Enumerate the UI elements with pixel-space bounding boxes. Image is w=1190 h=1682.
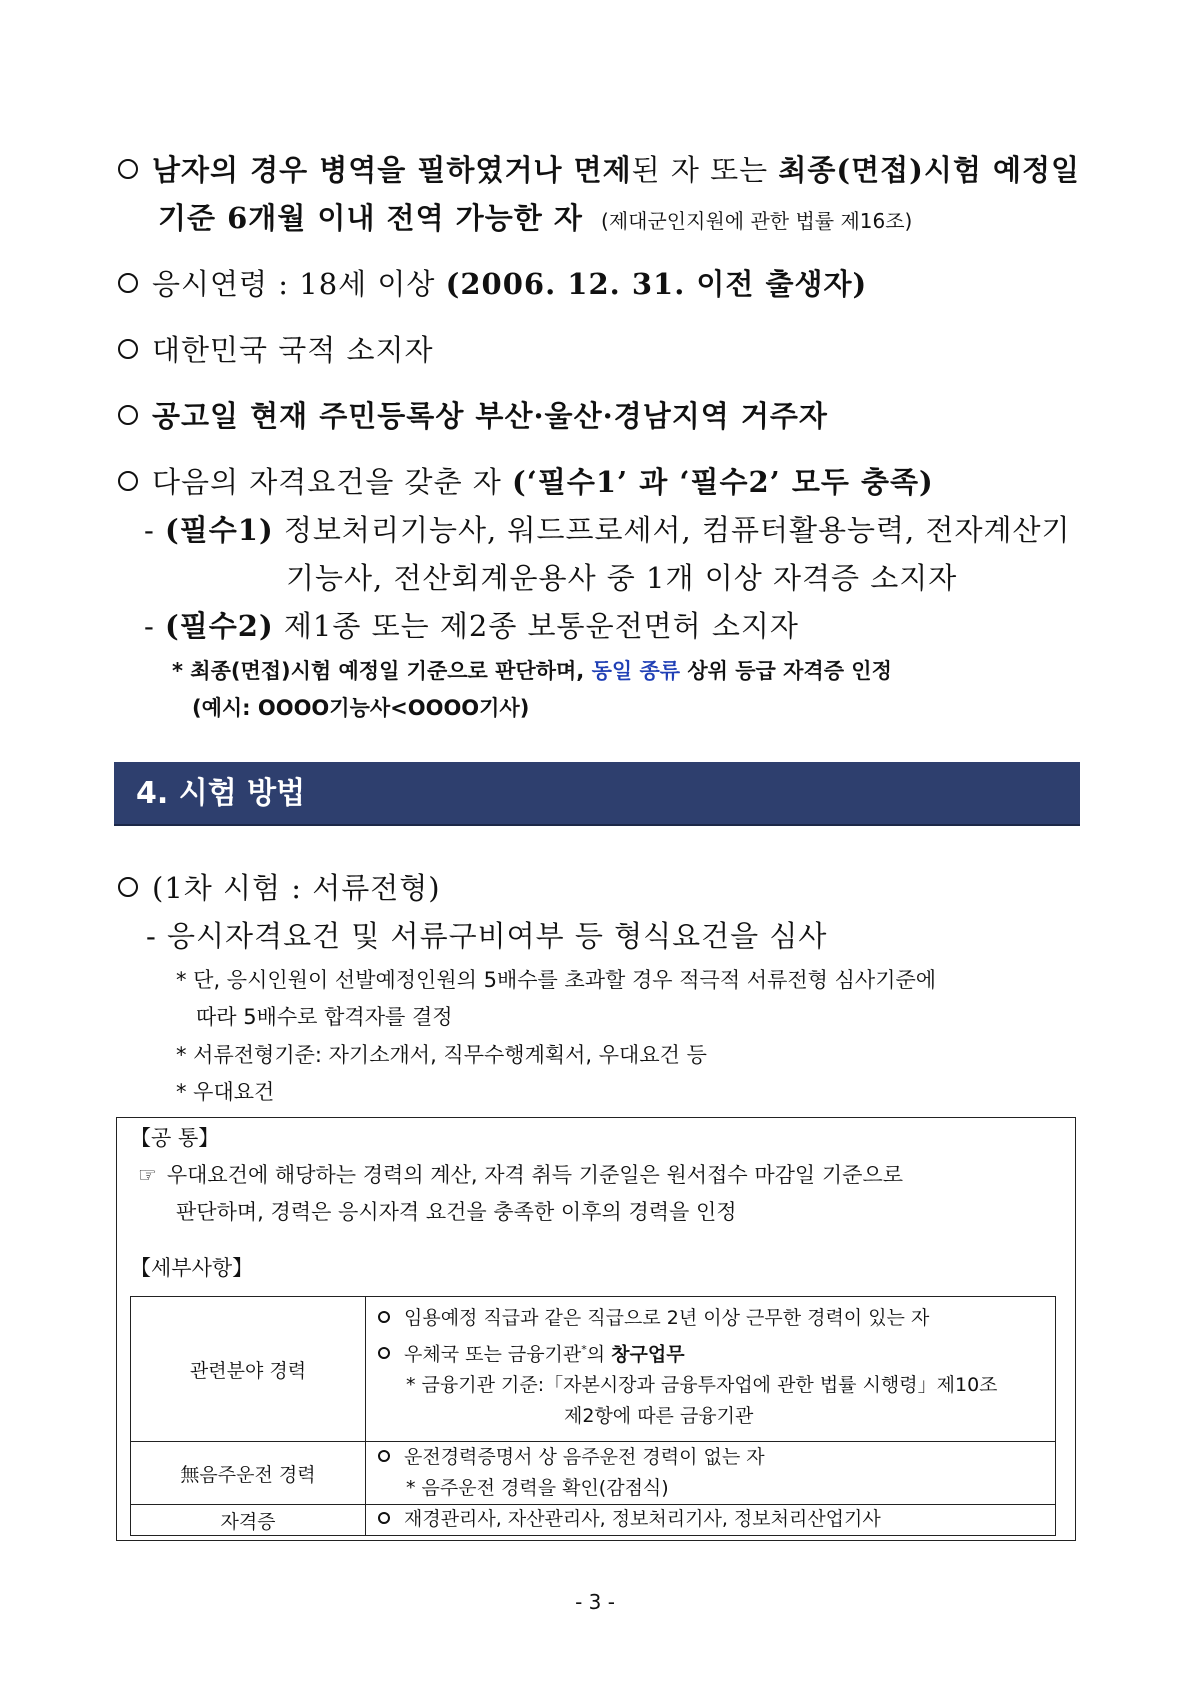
table-cell-content [366, 1442, 1056, 1505]
circle-bullet-icon [118, 471, 138, 491]
table-row [131, 1297, 1056, 1442]
military-requirement-line2: 기준 6개월 이내 전역 가능한 자 (제대군인지원에 관한 법률 제16조) [158, 201, 913, 235]
exam-note2: * 서류전형기준: 자기소개서, 직무수행계획서, 우대요건 등 [176, 1043, 707, 1067]
exam-note1-line1: * 단, 응시인원이 선발예정인원의 5배수를 초과할 경우 적극적 서류전형 심사기준에 [176, 968, 937, 992]
qualification-requirement: 다음의 자격요건을 갖춘 자 (‘필수1’ 과 ‘필수2’ 모두 충족) [118, 460, 934, 501]
small-circle-bullet-icon [378, 1512, 390, 1524]
table-row [131, 1505, 1056, 1536]
small-circle-bullet-icon [378, 1311, 390, 1323]
circle-bullet-icon [118, 405, 138, 425]
military-requirement-line1: 남자의 경우 병역을 필하였거나 면제된 자 또는 최종(면접)시험 예정일 [118, 148, 1080, 189]
pointing-hand-icon: ☞ [138, 1163, 157, 1187]
list-item: 임용예정 직급과 같은 직급으로 2년 이상 근무한 경력이 있는 자 [366, 1303, 1055, 1334]
table-cell-label: 無음주운전 경력 [131, 1442, 366, 1505]
section-header-exam-method: 4. 시험 방법 [114, 762, 1080, 826]
list-item: 제2항에 따른 금융기관 [564, 1405, 754, 1428]
detail-table [130, 1296, 1056, 1536]
exam-note1-line2: 따라 5배수로 합격자를 결정 [196, 1005, 453, 1029]
circle-bullet-icon [118, 877, 138, 897]
required1-line2: 기능사, 전산회계운용사 중 1개 이상 자격증 소지자 [286, 561, 958, 595]
exam-stage1: (1차 시험 : 서류전형) [118, 866, 441, 907]
qualification-note-line1: * 최종(면접)시험 예정일 기준으로 판단하며, 동일 종류 상위 등급 자격증 인정 [172, 659, 892, 683]
common-title: 【공 통】 [130, 1126, 220, 1150]
small-circle-bullet-icon [378, 1347, 390, 1359]
table-cell-content [366, 1505, 1056, 1536]
exam-stage1-desc: - 응시자격요건 및 서류구비여부 등 형식요건을 심사 [146, 919, 828, 953]
list-item: * 음주운전 경력을 확인(감점식) [406, 1477, 669, 1499]
list-item: 운전경력증명서 상 음주운전 경력이 없는 자 [366, 1442, 1055, 1473]
circle-bullet-icon [118, 159, 138, 179]
table-cell-label: 관련분야 경력 [131, 1297, 366, 1442]
common-line1: ☞ 우대요건에 해당하는 경력의 계산, 자격 취득 기준일은 원서접수 마감일 기준으로 [138, 1163, 904, 1187]
exam-note3: * 우대요건 [176, 1080, 275, 1104]
table-cell-content [366, 1297, 1056, 1442]
table-cell-label: 자격증 [131, 1505, 366, 1536]
circle-bullet-icon [118, 273, 138, 293]
page-number: - 3 - [575, 1590, 615, 1614]
residence-requirement: 공고일 현재 주민등록상 부산·울산·경남지역 거주자 [118, 394, 828, 435]
required2: - (필수2) 제1종 또는 제2종 보통운전면허 소지자 [144, 609, 799, 643]
small-circle-bullet-icon [378, 1450, 390, 1462]
list-item: 우체국 또는 금융기관*의 창구업무 [366, 1334, 1055, 1370]
table-row [131, 1442, 1056, 1505]
circle-bullet-icon [118, 339, 138, 359]
detail-title: 【세부사항】 [130, 1256, 254, 1280]
list-item: * 금융기관 기준:「자본시장과 금융투자업에 관한 법률 시행령」제10조 [406, 1374, 998, 1397]
required1-line1: - (필수1) 정보처리기능사, 워드프로세서, 컴퓨터활용능력, 전자계산기 [144, 513, 1071, 547]
nationality-requirement: 대한민국 국적 소지자 [118, 328, 434, 369]
list-item: 재경관리사, 자산관리사, 정보처리기사, 정보처리산업기사 [366, 1505, 1055, 1533]
qualification-note-line2: (예시: OOOO기능사<OOOO기사) [192, 696, 530, 720]
age-requirement: 응시연령 : 18세 이상 (2006. 12. 31. 이전 출생자) [118, 262, 867, 303]
common-line2: 판단하며, 경력은 응시자격 요건을 충족한 이후의 경력을 인정 [176, 1200, 737, 1224]
